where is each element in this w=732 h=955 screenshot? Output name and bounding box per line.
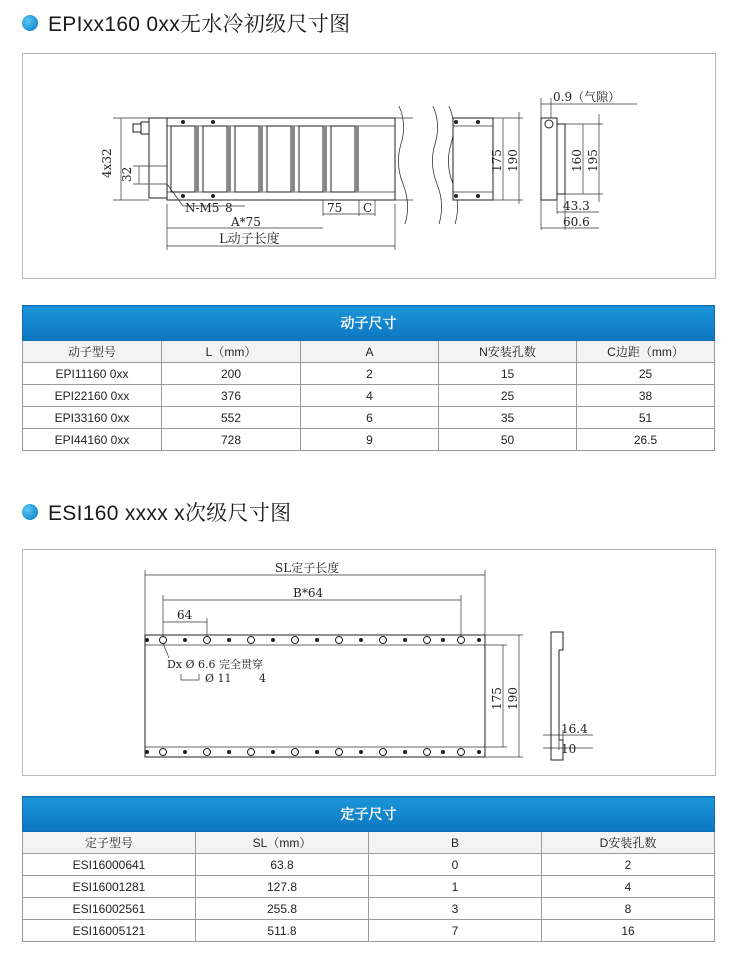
primary-drawing-svg <box>23 54 715 278</box>
section2-heading <box>22 497 291 527</box>
cell-c: 38 <box>577 385 715 407</box>
cell-d: 8 <box>542 898 715 920</box>
dim-gap: 0.9（气隙） <box>553 90 621 104</box>
dim-32: 32 <box>120 166 134 182</box>
secondary-dimensions-table <box>22 796 715 942</box>
cell-l: 552 <box>162 407 301 429</box>
table-row <box>23 385 715 407</box>
dim-dx-counterbore: Ø 11 <box>205 672 232 685</box>
stator-plate <box>145 635 485 757</box>
table-header-row <box>23 341 715 363</box>
col-header-d: D安装孔数 <box>542 832 715 854</box>
cell-n: 25 <box>439 385 577 407</box>
dim-dx: Dx Ø 6.6 完全贯穿 <box>167 658 264 671</box>
cell-d: 2 <box>542 854 715 876</box>
secondary-table-caption: 定子尺寸 <box>23 797 715 832</box>
cell-n: 50 <box>439 429 577 451</box>
section1-heading <box>22 8 350 38</box>
dim-4x32: 4x32 <box>100 148 114 178</box>
cell-model: ESI16000641 <box>23 854 196 876</box>
dim-c: C <box>363 201 373 215</box>
cell-a: 2 <box>301 363 439 385</box>
col-header-n: N安装孔数 <box>439 341 577 363</box>
table-row <box>23 898 715 920</box>
primary-side-view <box>541 118 557 200</box>
section2-title: ESI160 xxxx x次级尺寸图 <box>48 502 292 525</box>
cell-c: 25 <box>577 363 715 385</box>
bullet-icon <box>22 15 38 31</box>
col-header-a: A <box>301 341 439 363</box>
table-header-row <box>23 832 715 854</box>
col-header-c: C边距（mm） <box>577 341 715 363</box>
cell-b: 1 <box>369 876 542 898</box>
cell-model: ESI16001281 <box>23 876 196 898</box>
cell-sl: 511.8 <box>196 920 369 942</box>
cell-b: 7 <box>369 920 542 942</box>
cell-a: 4 <box>301 385 439 407</box>
section1-title: EPIxx160 0xx无水冷初级尺寸图 <box>48 13 351 36</box>
cable-tip <box>133 124 141 132</box>
cell-c: 26.5 <box>577 429 715 451</box>
dim-dx-depth: 4 <box>259 672 266 685</box>
dim-175: 175 <box>490 687 504 710</box>
dim-nm5-depth: 8 <box>225 201 233 215</box>
dim-190: 190 <box>506 149 520 172</box>
dim-sl: SL定子长度 <box>275 561 340 575</box>
cell-a: 6 <box>301 407 439 429</box>
cell-model: EPI22160 0xx <box>23 385 162 407</box>
col-header-model: 定子型号 <box>23 832 196 854</box>
cell-a: 9 <box>301 429 439 451</box>
table-row <box>23 363 715 385</box>
cell-l: 376 <box>162 385 301 407</box>
cell-c: 51 <box>577 407 715 429</box>
cell-model: EPI44160 0xx <box>23 429 162 451</box>
col-header-model: 动子型号 <box>23 341 162 363</box>
dim-a75: A*75 <box>231 215 261 229</box>
end-cap <box>149 118 167 198</box>
table-row <box>23 876 715 898</box>
cell-n: 15 <box>439 363 577 385</box>
dim-10: 10 <box>561 742 577 756</box>
dim-64: 64 <box>177 608 193 622</box>
dim-nm5: N-M5 <box>185 201 220 215</box>
table-row <box>23 429 715 451</box>
primary-dimension-drawing <box>22 53 716 279</box>
primary-dimensions-table <box>22 305 715 451</box>
cell-l: 728 <box>162 429 301 451</box>
cell-d: 16 <box>542 920 715 942</box>
cell-model: EPI33160 0xx <box>23 407 162 429</box>
cell-b: 0 <box>369 854 542 876</box>
dim-l: L动子长度 <box>219 232 280 247</box>
table-row <box>23 854 715 876</box>
dim-60-6: 60.6 <box>563 215 590 229</box>
cell-model: ESI16002561 <box>23 898 196 920</box>
dim-16-4: 16.4 <box>561 722 588 736</box>
dim-160: 160 <box>570 149 584 172</box>
dim-190: 190 <box>506 687 520 710</box>
cell-sl: 63.8 <box>196 854 369 876</box>
dim-b64: B*64 <box>293 586 324 600</box>
dim-75: 75 <box>327 201 343 215</box>
dim-43-3: 43.3 <box>563 199 590 213</box>
cell-d: 4 <box>542 876 715 898</box>
dim-195: 195 <box>586 149 600 172</box>
col-header-l: L（mm） <box>162 341 301 363</box>
secondary-drawing-svg <box>23 550 715 775</box>
col-header-sl: SL（mm） <box>196 832 369 854</box>
dim-175: 175 <box>490 149 504 172</box>
stator-side-profile <box>551 632 563 760</box>
cell-sl: 127.8 <box>196 876 369 898</box>
cell-n: 35 <box>439 407 577 429</box>
cell-sl: 255.8 <box>196 898 369 920</box>
bullet-icon <box>22 504 38 520</box>
primary-right-segment <box>453 118 493 200</box>
cell-model: EPI11160 0xx <box>23 363 162 385</box>
col-header-b: B <box>369 832 542 854</box>
cell-model: ESI16005121 <box>23 920 196 942</box>
primary-table-caption: 动子尺寸 <box>23 306 715 341</box>
secondary-dimension-drawing <box>22 549 716 776</box>
cell-l: 200 <box>162 363 301 385</box>
table-row <box>23 920 715 942</box>
cell-b: 3 <box>369 898 542 920</box>
cable-gland <box>141 122 149 134</box>
table-row <box>23 407 715 429</box>
